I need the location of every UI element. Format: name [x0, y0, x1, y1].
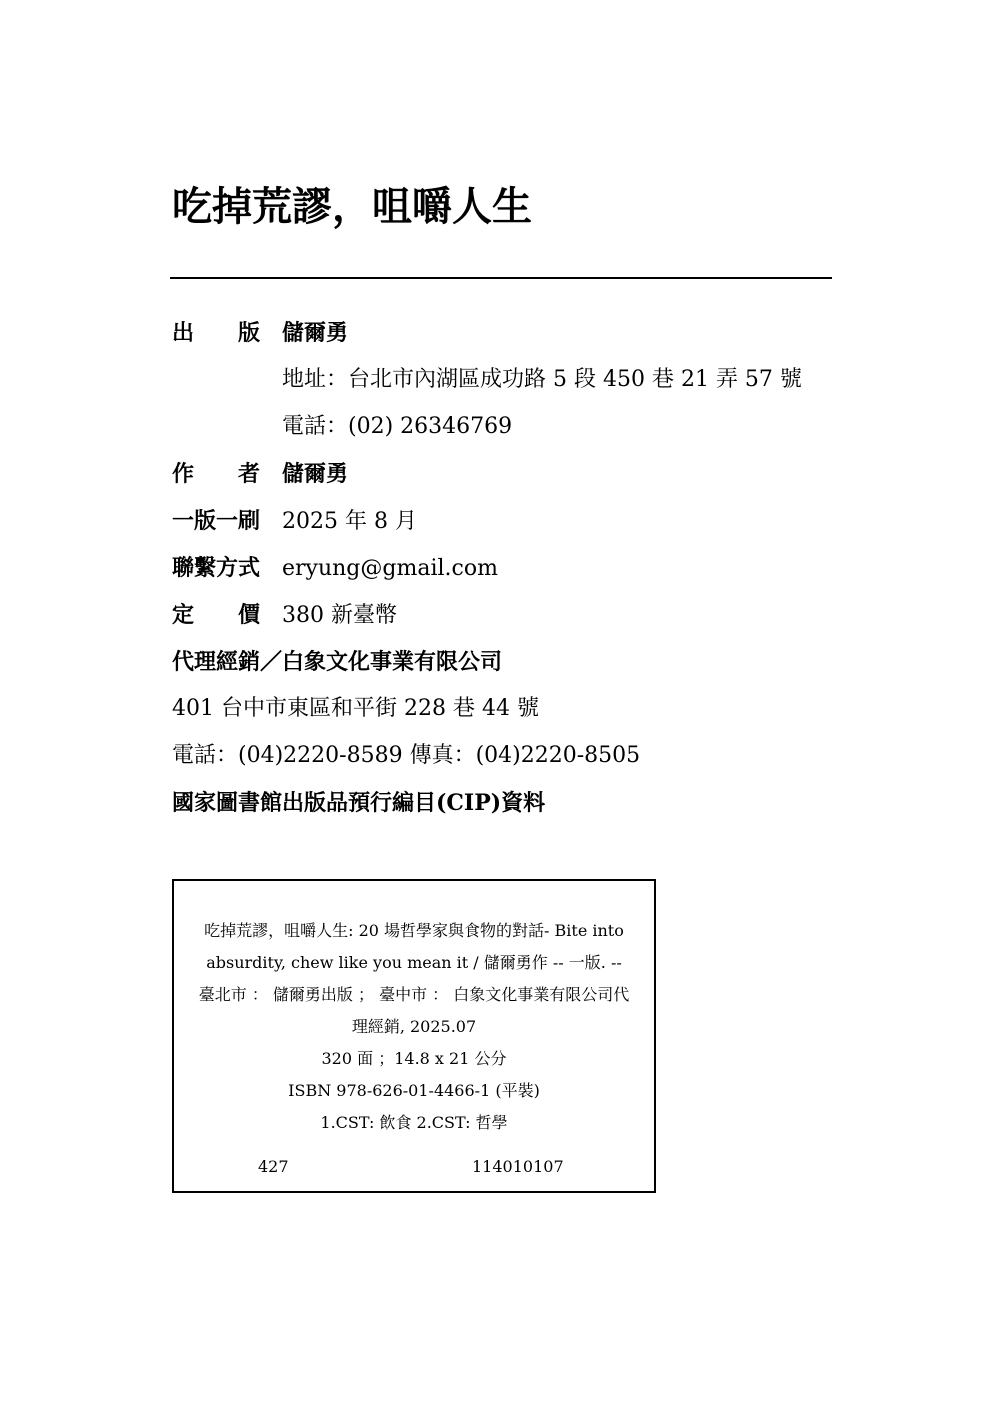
contact-row	[172, 551, 498, 585]
distributor-line: 代理經銷／白象文化事業有限公司	[172, 649, 503, 675]
cip-heading: 國家圖書館出版品預行編目(CIP)資料	[172, 790, 546, 816]
distributor-address: 401 台中市東區和平街 228 巷 44 號	[172, 696, 539, 721]
title-divider	[170, 277, 832, 279]
cip-line-5: 320 面 ；14.8 x 21 公分	[321, 1049, 507, 1068]
publisher-name: 儲爾勇	[282, 320, 349, 346]
cip-line-1: 吃掉荒謬，咀嚼人生: 20 場哲學家與食物的對話- Bite into	[204, 921, 624, 940]
publisher-row	[172, 316, 348, 350]
publisher-label: 出 版	[172, 320, 261, 346]
contact-label: 聯繫方式	[172, 555, 261, 581]
author-label: 作 者	[172, 461, 261, 487]
cip-line-7: 1.CST: 飲食 2.CST: 哲學	[320, 1113, 508, 1132]
edition-value: 2025 年 8 月	[282, 509, 417, 534]
publisher-address: 地址：台北市內湖區成功路 5 段 450 巷 21 弄 57 號	[282, 367, 802, 392]
cip-class-number: 427	[258, 1157, 289, 1176]
cip-record-box	[172, 879, 656, 1193]
author-name: 儲爾勇	[282, 461, 349, 487]
edition-row	[172, 504, 417, 538]
price-value: 380 新臺幣	[282, 603, 397, 628]
cip-line-2: absurdity, chew like you mean it / 儲爾勇作 -- 一版. --	[206, 953, 622, 972]
cip-line-6: ISBN 978-626-01-4466-1 (平裝)	[288, 1081, 540, 1100]
price-label: 定 價	[172, 602, 261, 628]
distributor-phones: 電話：(04)2220-8589 傳真：(04)2220-8505	[172, 743, 641, 768]
author-row	[172, 457, 348, 491]
book-title: 吃掉荒謬，咀嚼人生	[172, 183, 532, 230]
cip-line-4: 理經銷, 2025.07	[351, 1017, 477, 1036]
edition-label: 一版一刷	[172, 508, 261, 534]
contact-email: eryung@gmail.com	[282, 556, 498, 581]
price-row	[172, 598, 397, 632]
publisher-phone: 電話：(02) 26346769	[282, 414, 513, 439]
cip-record-number: 114010107	[472, 1157, 564, 1176]
cip-line-3: 臺北市 ： 儲爾勇出版 ； 臺中市 ： 白象文化事業有限公司代	[198, 985, 630, 1004]
